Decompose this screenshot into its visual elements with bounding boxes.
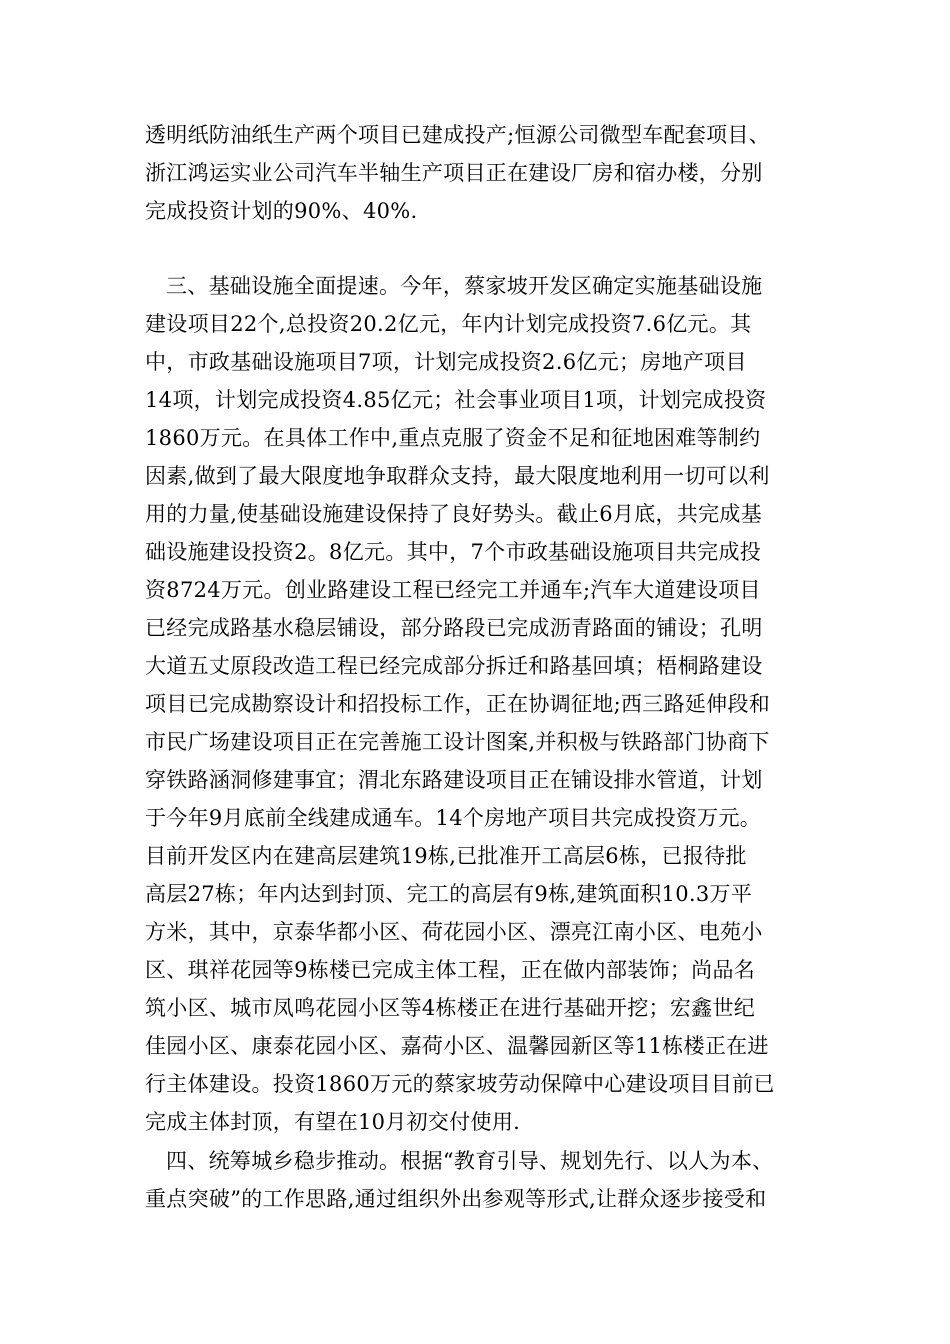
text-line: 透明纸防油纸生产两个项目已建成投产;恒源公司微型车配套项目、	[145, 123, 771, 147]
text-line: 于今年9月底前全线建成通车。14个房地产项目共完成投资万元。	[145, 806, 762, 830]
text-line: 浙江鸿运实业公司汽车半轴生产项目正在建设厂房和宿办楼，分别	[145, 161, 763, 185]
text-line: 用的力量,使基础设施建设保持了良好势头。截止6月底，共完成基	[145, 502, 763, 526]
text-line: 行主体建设。投资1860万元的蔡家坡劳动保障中心建设项目目前已	[145, 1072, 775, 1096]
text-line: 因素,做到了最大限度地争取群众支持，最大限度地利用一切可以利	[145, 464, 770, 488]
text-line: 方米，其中，京泰华都小区、荷花园小区、漂亮江南小区、电苑小	[145, 920, 763, 944]
text-line: 资8724万元。创业路建设工程已经完工并通车;汽车大道建设项目	[145, 578, 761, 602]
text-line: 完成投资计划的90%、40%.	[145, 199, 418, 223]
text-line: 重点突破”的工作思路,通过组织外出参观等形式,让群众逐步接受和	[145, 1187, 767, 1211]
text-line: 穿铁路涵洞修建事宜；渭北东路建设项目正在铺设排水管道，计划	[145, 768, 763, 792]
text-line: 三、基础设施全面提速。今年，蔡家坡开发区确定实施基础设施	[166, 274, 763, 298]
text-line: 中，市政基础设施项目7项，计划完成投资2.6亿元；房地产项目	[145, 350, 747, 374]
text-line: 大道五丈原段改造工程已经完成部分拆迁和路基回填；梧桐路建设	[145, 654, 763, 678]
text-line: 项目已完成勘察设计和招投标工作，正在协调征地;西三路延伸段和	[145, 692, 771, 716]
text-line: 1860万元。在具体工作中,重点克服了资金不足和征地困难等制约	[145, 426, 761, 450]
text-line: 佳园小区、康泰花园小区、嘉荷小区、温馨园新区等11栋楼正在进	[145, 1034, 769, 1058]
text-line: 建设项目22个,总投资20.2亿元，年内计划完成投资7.6亿元。其	[145, 312, 752, 336]
text-line: 完成主体封顶，有望在10月初交付使用.	[145, 1110, 521, 1134]
text-line: 已经完成路基水稳层铺设，部分路段已完成沥青路面的铺设；孔明	[145, 616, 763, 640]
text-line: 筑小区、城市凤鸣花园小区等4栋楼正在进行基础开挖；宏鑫世纪	[145, 996, 756, 1020]
text-line: 市民广场建设项目正在完善施工设计图案,并积极与铁路部门协商下	[145, 730, 770, 754]
text-line: 高层27栋；年内达到封顶、完工的高层有9栋,建筑面积10.3万平	[145, 882, 753, 906]
text-line: 14项，计划完成投资4.85亿元；社会事业项目1项，计划完成投资	[145, 388, 767, 412]
text-line: 区、琪祥花园等9栋楼已完成主体工程，正在做内部装饰；尚品名	[145, 958, 756, 982]
text-line: 目前开发区内在建高层建筑19栋,已批准开工高层6栋，已报待批	[145, 844, 747, 868]
text-line: 础设施建设投资2。8亿元。其中，7个市政基础设施项目共完成投	[145, 540, 762, 564]
text-line: 四、统筹城乡稳步推动。根据“教育引导、规划先行、以人为本、	[166, 1149, 774, 1173]
